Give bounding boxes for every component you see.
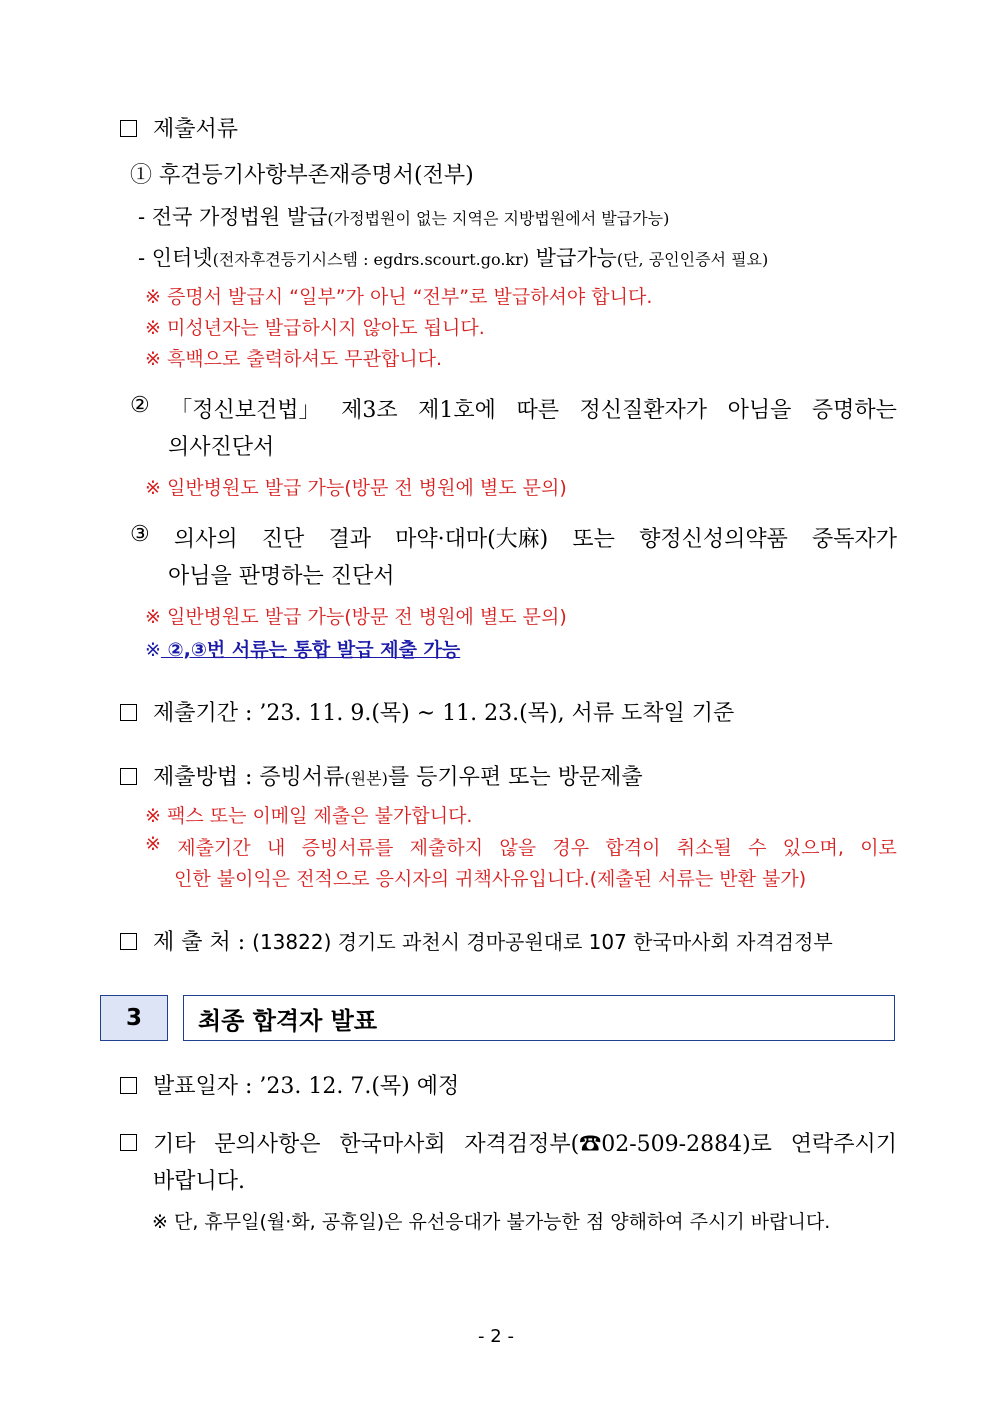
- doc-item-1-note-2: ※ 미성년자는 발급하시지 않아도 됩니다.: [145, 317, 485, 339]
- word: ②: [130, 393, 150, 418]
- section-submit-docs: [120, 112, 238, 143]
- text: 제출방법 : 증빙서류: [153, 765, 345, 790]
- word: 이로: [860, 837, 897, 859]
- checkbox-square-icon: [120, 768, 137, 785]
- word: 의사의: [173, 527, 238, 552]
- submit-address: (13822) 경기도 과천시 경마공원대로 107 한국마사회 자격검정부: [252, 930, 833, 954]
- word: 취소될: [676, 837, 732, 859]
- doc-item-2-line-2: 의사진단서: [168, 435, 275, 460]
- word: 내: [266, 837, 286, 859]
- word: 또는: [572, 527, 615, 552]
- section-submit-method: [120, 760, 643, 791]
- word: 기타: [153, 1132, 196, 1157]
- word: 증명하는: [811, 398, 897, 423]
- text: 발급가능: [529, 246, 617, 270]
- word: 「정신보건법」: [170, 398, 321, 423]
- word: 제출기간: [177, 837, 251, 859]
- submit-period-text: 제출기간 : ’23. 11. 9.(목) ~ 11. 23.(목), 서류 도착일 기준: [153, 701, 735, 726]
- word: 제1호에: [418, 398, 496, 423]
- doc-item-3-note-2: [145, 635, 460, 662]
- checkbox-square-icon: [120, 120, 137, 137]
- inquiry-line-1: [153, 1127, 897, 1158]
- inquiry-note: ※ 단, 휴무일(월·화, 공휴일)은 유선응대가 불가능한 점 양해하여 주시기 바랍니다.: [152, 1211, 831, 1233]
- word: 자격검정부(☎02-509-2884)로: [464, 1132, 772, 1157]
- word: 수: [748, 837, 767, 859]
- word: 아님을: [727, 398, 792, 423]
- word: 문의사항은: [214, 1132, 321, 1157]
- submit-method-note-2: [145, 833, 897, 860]
- word: 않을: [499, 837, 537, 859]
- word: 중독자가: [811, 527, 897, 552]
- section-announce-date: [120, 1069, 459, 1100]
- doc-item-1-line-2: [138, 242, 768, 272]
- submit-method-note-1: ※ 팩스 또는 이메일 제출은 불가합니다.: [145, 805, 473, 827]
- word: 증빙서류를: [301, 837, 394, 859]
- section-number-box: 3: [100, 995, 168, 1041]
- word: 결과: [328, 527, 371, 552]
- submit-method-note-3: 인한 불이익은 전적으로 응시자의 귀책사유입니다.(제출된 서류는 반환 불가): [174, 868, 807, 890]
- word: 향정신성의약품: [639, 527, 788, 552]
- section-submit-period: [120, 696, 734, 727]
- doc-item-1-heading: ① 후견등기사항부존재증명서(전부): [130, 163, 474, 188]
- checkbox-square-icon: [120, 1134, 137, 1151]
- doc-item-2-line-1: [130, 393, 897, 424]
- word: 한국마사회: [339, 1132, 446, 1157]
- page-number: - 2 -: [478, 1326, 514, 1347]
- text: - 인터넷: [138, 246, 213, 270]
- checkbox-square-icon: [120, 1077, 137, 1094]
- checkbox-square-icon: [120, 704, 137, 721]
- word: 제3조: [341, 398, 398, 423]
- text: 제 출 처 :: [153, 930, 253, 955]
- section-heading-box: 최종 합격자 발표: [183, 995, 895, 1041]
- doc-item-1-note-3: ※ 흑백으로 출력하셔도 무관합니다.: [145, 348, 443, 370]
- doc-item-3-line-2: 아님을 판명하는 진단서: [168, 564, 395, 589]
- doc-item-1-note-1: ※ 증명서 발급시 “일부”가 아닌 “전부”로 발급하셔야 합니다.: [145, 286, 653, 308]
- section-inquiry: [120, 1127, 897, 1158]
- text: 를 등기우편 또는 방문제출: [387, 765, 643, 790]
- combined-issue-note: ②,③번 서류는 통합 발급 제출 가능: [160, 639, 461, 661]
- text-small: (단, 공인인증서 필요): [616, 250, 769, 269]
- announce-date-text: 발표일자 : ’23. 12. 7.(목) 예정: [153, 1074, 460, 1099]
- text: - 전국 가정법원 발급: [138, 205, 328, 229]
- section-submit-place: [120, 925, 833, 956]
- checkbox-square-icon: [120, 933, 137, 950]
- doc-item-1-line-1: [138, 201, 669, 231]
- word: 합격이: [605, 837, 661, 859]
- word: 경우: [552, 837, 590, 859]
- word: ③: [130, 522, 150, 547]
- doc-item-3-line-1: [130, 522, 897, 553]
- word: 있으며,: [782, 837, 844, 859]
- word: 연락주시기: [790, 1132, 897, 1157]
- section-title: 제출서류: [153, 117, 239, 142]
- word: 따른: [516, 398, 559, 423]
- inquiry-line-2: 바랍니다.: [153, 1169, 246, 1194]
- word: 마약·대마(大麻): [395, 527, 549, 552]
- doc-item-3-note-1: ※ 일반병원도 발급 가능(방문 전 병원에 별도 문의): [145, 606, 567, 628]
- text-small: (원본): [344, 769, 388, 788]
- text-small: (전자후견등기시스템 : egdrs.scourt.go.kr): [212, 250, 529, 269]
- word: 진단: [261, 527, 305, 552]
- note-mark: ※: [145, 639, 161, 661]
- word: 정신질환자가: [579, 398, 708, 423]
- word: ※: [145, 833, 161, 855]
- text-small: (가정법원이 없는 지역은 지방법원에서 발급가능): [327, 209, 670, 228]
- word: 제출하지: [409, 837, 484, 859]
- doc-item-2-note: ※ 일반병원도 발급 가능(방문 전 병원에 별도 문의): [145, 477, 567, 499]
